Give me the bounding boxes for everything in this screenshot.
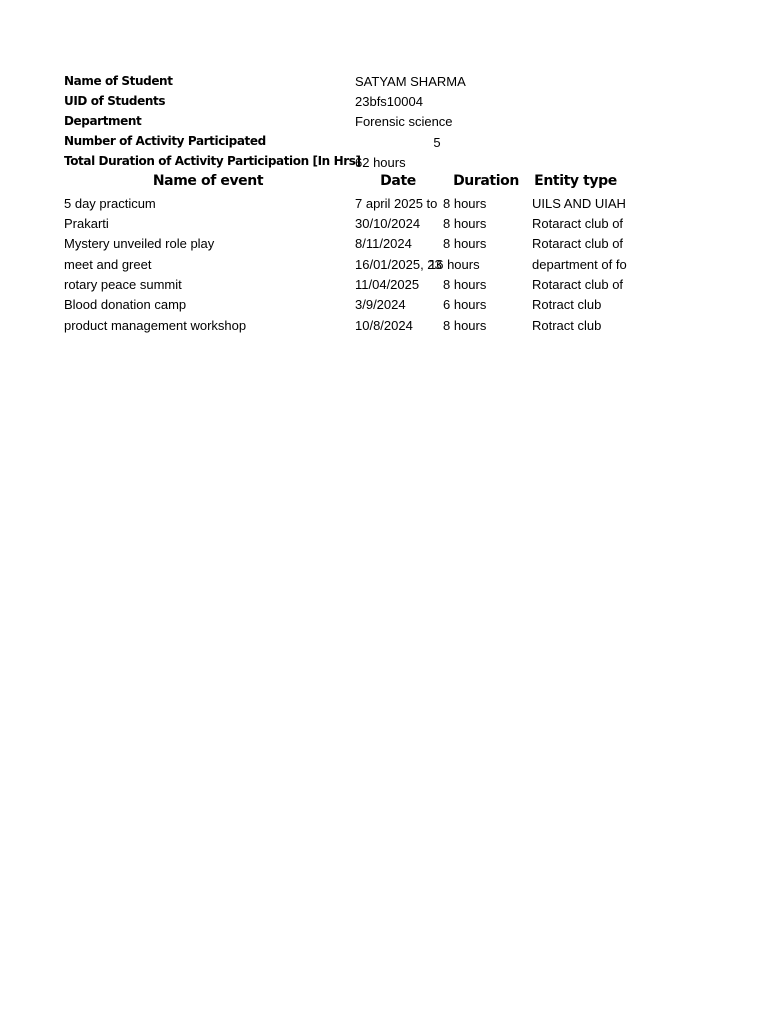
- event-date: 30/10/2024: [355, 216, 421, 231]
- event-duration: 6 hours: [443, 297, 487, 312]
- header-date: Date: [380, 173, 416, 189]
- event-duration: 8 hours: [443, 236, 487, 251]
- header-event-name: Name of event: [152, 173, 264, 189]
- event-name: rotary peace summit: [64, 277, 182, 292]
- event-entity: Rotract club: [532, 297, 602, 312]
- header-duration: Duration: [453, 173, 519, 189]
- event-name: meet and greet: [64, 257, 152, 272]
- value-student-name: SATYAM SHARMA: [355, 74, 466, 89]
- event-date: 8/11/2024: [355, 236, 412, 251]
- value-activity-count: 5: [433, 135, 441, 150]
- label-activity-count: Number of Activity Participated: [64, 134, 266, 148]
- event-name: Blood donation camp: [64, 297, 187, 312]
- label-total-duration: Total Duration of Activity Participation [In Hrs]: [64, 154, 361, 168]
- event-date: 16/01/2025, 23: [355, 257, 442, 272]
- event-entity: Rotaract club of: [532, 236, 624, 251]
- event-duration: 8 hours: [443, 318, 487, 333]
- event-name: Mystery unveiled role play: [64, 236, 215, 251]
- event-duration: 16 hours: [429, 257, 480, 272]
- event-entity: Rotaract club of: [532, 216, 624, 231]
- event-name: 5 day practicum: [64, 196, 156, 211]
- event-date: 10/8/2024: [355, 318, 413, 333]
- event-duration: 8 hours: [443, 277, 487, 292]
- event-duration: 8 hours: [443, 196, 487, 211]
- label-department: Department: [64, 114, 142, 128]
- value-department: Forensic science: [355, 114, 453, 129]
- event-entity: department of fo: [532, 257, 627, 272]
- event-duration: 8 hours: [443, 216, 487, 231]
- event-name: product management workshop: [64, 318, 247, 333]
- event-date: 7 april 2025 to: [355, 196, 438, 211]
- value-uid: 23bfs10004: [355, 94, 423, 109]
- label-student-name: Name of Student: [64, 74, 173, 88]
- event-name: Prakarti: [64, 216, 109, 231]
- event-entity: UILS AND UIAH: [532, 196, 626, 211]
- event-date: 11/04/2025: [355, 277, 420, 292]
- header-entity-type: Entity type: [534, 173, 617, 189]
- event-date: 3/9/2024: [355, 297, 406, 312]
- value-total-duration: 62 hours: [355, 155, 406, 170]
- label-uid: UID of Students: [64, 94, 166, 108]
- event-entity: Rotract club: [532, 318, 602, 333]
- event-entity: Rotaract club of: [532, 277, 624, 292]
